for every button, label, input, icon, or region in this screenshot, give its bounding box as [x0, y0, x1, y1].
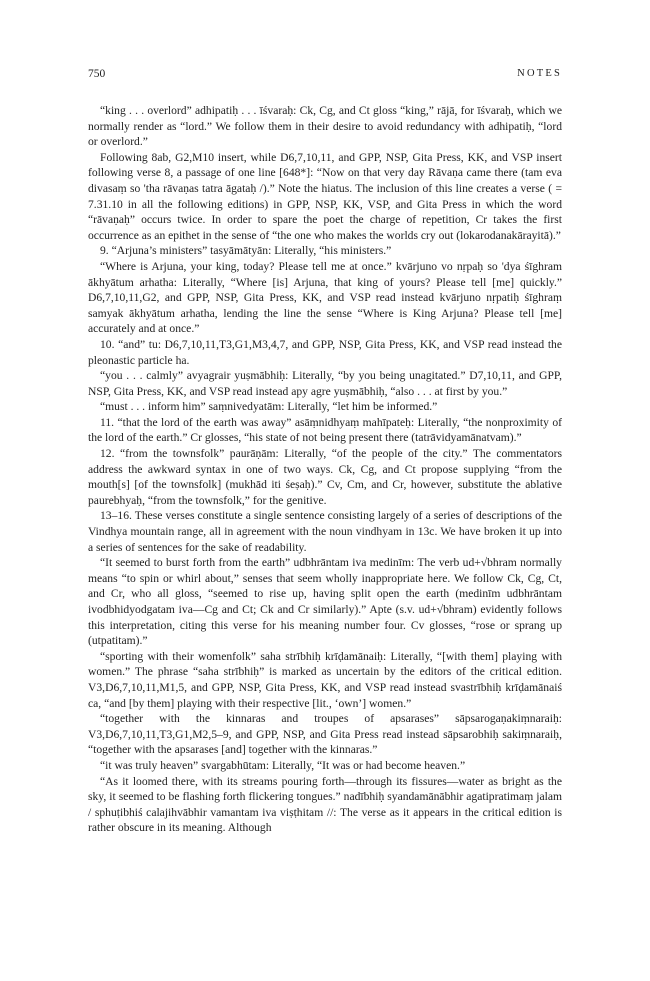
- note-paragraph: [88, 337, 562, 368]
- text-run: Following 8ab, G2,M10 insert, while D6,7,10,11, and GPP, NSP, Gita Press, KK, and VSP insert following verse 8, a passage of one line [648*]: “Now on that very day Rāvaṇa came there (: [88, 150, 562, 180]
- italic-text: kinnaras: [330, 743, 370, 757]
- text-run: : Literally, “of the people of the city.” The commentators address the awkward syntax in one of two ways. Ck, Cg, and Ct propose supplying “from the mouth[s] [of the townsfolk] (: [88, 447, 563, 492]
- text-run: “you . . . calmly”: [100, 369, 187, 383]
- text-run: 10. “and”: [100, 337, 149, 351]
- text-run: : Literally, “his ministers.”: [268, 244, 392, 258]
- italic-text: saha strībhiḥ: [198, 665, 260, 679]
- text-run: , “from the townsfolk,” for the genitive.: [142, 493, 327, 507]
- note-paragraph: [88, 555, 562, 649]
- italic-text: adhipatiḥ . . . īśvaraḥ: [194, 104, 294, 117]
- italic-text: rājā: [437, 104, 455, 117]
- text-run: “must . . . inform him”: [100, 400, 209, 414]
- text-run: , lending the line the sense “Where is King Arjuna? Please tell [me] accurately and at once.”: [88, 306, 562, 336]
- italic-text: or: [162, 571, 173, 585]
- text-run: .”: [369, 743, 378, 757]
- text-run: , “together with the: [88, 727, 562, 757]
- italic-text: utpatitam: [91, 634, 136, 648]
- text-run: “it was truly heaven”: [100, 758, 202, 772]
- note-paragraph: [88, 103, 562, 150]
- text-run: 13–16. These verses constitute a single sentence consisting largely of a series of descriptions of the Vindhya mountain range, all in agreement with the noun: [88, 509, 562, 539]
- text-run: ) evidently follows this interpretation, citing this verse for his meaning number four. Cv glosses, “rose: [88, 603, 562, 632]
- text-run: : D6,7,10,11,T3,G1,M3,4,7, and GPP, NSP, Gita Press, KK, and VSP read instead the pleonastic particle: [88, 337, 562, 367]
- text-run: , “lord: [531, 119, 562, 133]
- text-run: ” is marked as uncertain by the editors of the critical edition. V3,D6,7,10,11,M1,5, and GPP, NSP, Gita Press, KK, and VSP read instead: [88, 665, 562, 694]
- italic-text: saha strībhiḥ krīḍamānaiḥ: [260, 649, 383, 663]
- text-run: : Literally, “let him be informed.”: [281, 400, 438, 414]
- page-number: 750: [88, 68, 106, 80]
- note-paragraph: [88, 649, 562, 711]
- italic-text: ha: [175, 353, 187, 367]
- running-head: NOTES: [517, 68, 562, 79]
- italic-text: avyagrair yuṣmābhiḥ: [186, 369, 286, 383]
- text-run: [and] together with the: [218, 743, 331, 757]
- italic-text: asāṃnidhyaṃ mahīpateḥ: [294, 415, 411, 429]
- italic-text: kvārjuno nṛpatiḥ śīghraṃ samyak ākhyātum arhatha: [88, 291, 562, 320]
- italic-text: or: [88, 135, 98, 149]
- note-paragraph: [88, 758, 562, 774]
- text-run: had become heaven.”: [362, 758, 466, 772]
- italic-text: or: [353, 758, 363, 772]
- text-run: ).” Note the hiatus. The inclusion of this line creates a verse ( = 7.31.10 in all the following editions) in GPP, NSP, KK, VSP, and Gita Press in which the word “: [88, 181, 562, 227]
- text-run: : V3,D6,7,10,11,T3,G1,M2,5–9, and GPP, NSP, and Gita Press read instead: [88, 712, 562, 741]
- note-paragraph: [88, 774, 562, 836]
- text-run: sprang up (: [88, 618, 562, 648]
- italic-text: medinīm udbhrāntam ivodbhidyodgatam iva: [88, 587, 562, 616]
- text-run: .: [186, 353, 190, 367]
- text-run: overlord.”: [97, 135, 148, 149]
- italic-text: ud+√bhram: [418, 603, 473, 616]
- text-run: : The verse as it appears in the critical edition is rather obscure in its meaning. Although: [88, 805, 562, 835]
- text-run: , “and [by them] playing with their respective [lit., ‘own’] women.”: [98, 696, 412, 710]
- note-paragraph: [88, 711, 562, 758]
- italic-text: tatrāvidyamānatvam: [415, 431, 510, 445]
- text-run: : Literally, “[with them] playing with women.” The phrase “: [88, 649, 562, 679]
- note-paragraph: [88, 399, 562, 415]
- text-run: whirl about,” senses that seem wholly inappropriate here. We follow Ck, Cg, Ct, and Cr, who all gloss, “seemed to rise up, having split open the earth (: [88, 571, 562, 601]
- italic-text: tam eva divasaṃ so 'tha rāvaṇas tatra āgataḥ /: [88, 166, 562, 195]
- italic-text: sāpsarobhiḥ sakiṃnaraiḥ: [443, 727, 560, 741]
- italic-text: sāpsarogaṇakiṃnaraiḥ: [455, 712, 559, 726]
- text-run: “As it loomed there, with its streams pouring forth—through its fissures—water as bright as the sky, it seemed to be flashing forth flickering tongues.”: [88, 774, 562, 804]
- note-paragraph: [88, 259, 562, 337]
- text-run: : Ck, Cg, and Ct gloss “king,”: [293, 104, 438, 117]
- italic-text: saṃnivedyatām: [208, 400, 282, 414]
- text-run: and troupes of: [265, 712, 391, 726]
- italic-text: lokarodanakārayitā: [460, 228, 549, 242]
- note-paragraph: [88, 243, 562, 259]
- text-run: : Literally, “the nonproximity of the lord of the earth.” Cr glosses, “his state of not being present there (: [88, 415, 562, 445]
- page-header: [88, 68, 562, 84]
- text-run: : Literally, “by you being unagitated.” D7,10,11, and GPP, NSP, Gita Press, KK, and VSP read instead: [88, 369, 562, 398]
- text-run: ” occurs twice. In order to spare the poet the charge of repetition, Cr takes the first occurrence as an epithet in the sense of “the one who makes the worlds cry out (: [88, 213, 562, 242]
- italic-text: īśvaraḥ: [477, 104, 511, 117]
- text-run: : The verb: [410, 556, 463, 570]
- text-run: “It seemed to burst forth from the earth”: [100, 556, 294, 570]
- italic-text: svargabhūtam: [201, 758, 266, 772]
- note-paragraph: [88, 415, 562, 446]
- italic-text: tasyāmātyān: [210, 244, 269, 258]
- italic-text: adhipatiḥ: [488, 119, 532, 133]
- text-run: : Literally, “It was: [265, 758, 354, 772]
- italic-text: svastrībhiḥ krīḍamānaiś ca: [88, 680, 562, 710]
- italic-text: kvārjuno vo nṛpaḥ so 'dya śīghram ākhyātum arhatha: [88, 259, 562, 289]
- text-run: , which we normally render as “lord.” We follow them in their desire to avoid redundancy with: [88, 104, 562, 133]
- italic-text: rāvaṇaḥ: [93, 213, 130, 227]
- note-paragraph: [88, 446, 562, 508]
- text-run: normally means “to spin: [88, 556, 562, 585]
- italic-text: tu: [148, 337, 158, 351]
- text-run: ).”: [509, 431, 522, 445]
- italic-text: kinnaras: [226, 712, 266, 726]
- text-run: “sporting with their womenfolk”: [100, 649, 261, 663]
- italic-text: apsarases: [174, 743, 219, 757]
- text-run: in 13c. We have broken it up into a series of sentences for the sake of readability.: [88, 525, 562, 554]
- text-run: 9. “Arjuna’s ministers”: [100, 244, 211, 258]
- italic-text: nadībhiḥ syandamānābhir agatipratimaṃ jalam / sphuṭibhiś calajihvābhir vamantam iva viṣṭhitam //: [88, 790, 562, 819]
- note-paragraph: [88, 368, 562, 399]
- text-run: “Where is Arjuna, your king, today? Please tell me at once.”: [100, 259, 396, 273]
- text-run: , “also . . . at first by you.”: [384, 384, 508, 398]
- italic-text: udbhrāntam iva medinīm: [293, 556, 411, 570]
- text-run: , for: [454, 104, 478, 117]
- text-run: 12. “from the townsfolk”: [100, 447, 230, 461]
- italic-text: or: [499, 618, 510, 632]
- italic-text: paurāṇām: [229, 447, 276, 461]
- text-run: ”: [433, 712, 456, 726]
- text-run: “together with the: [100, 712, 227, 726]
- note-paragraph: [88, 150, 562, 244]
- italic-text: mukhād iti śeṣaḥ: [229, 478, 311, 492]
- italic-text: apsarases: [390, 712, 434, 726]
- notes-body: [88, 103, 562, 836]
- text-run: : Literally, “Where [is] Arjuna, that king of yours? Please tell [me] quickly.” D6,7,10,11,G2, and GPP, NSP, Gita Press, KK, and VSP read instead: [88, 275, 563, 305]
- text-run: 11. “that the lord of the earth was away”: [100, 415, 295, 429]
- text-run: ).”: [135, 634, 148, 648]
- italic-text: vindhyam: [355, 525, 403, 539]
- italic-text: paurebhyaḥ: [88, 493, 143, 507]
- text-run: ).”: [549, 228, 561, 242]
- note-paragraph: [88, 508, 562, 555]
- text-run: ).” Cv, Cm, and Cr, however, substitute the ablative: [310, 478, 562, 492]
- italic-text: apy agre yuṣmābhiḥ: [291, 384, 385, 398]
- text-run: “king . . . overlord”: [100, 104, 195, 117]
- italic-text: ud+√bhram: [462, 556, 517, 570]
- text-run: —Cg and Ct; Ck and Cr similarly).” Apte (s.v.: [192, 603, 419, 616]
